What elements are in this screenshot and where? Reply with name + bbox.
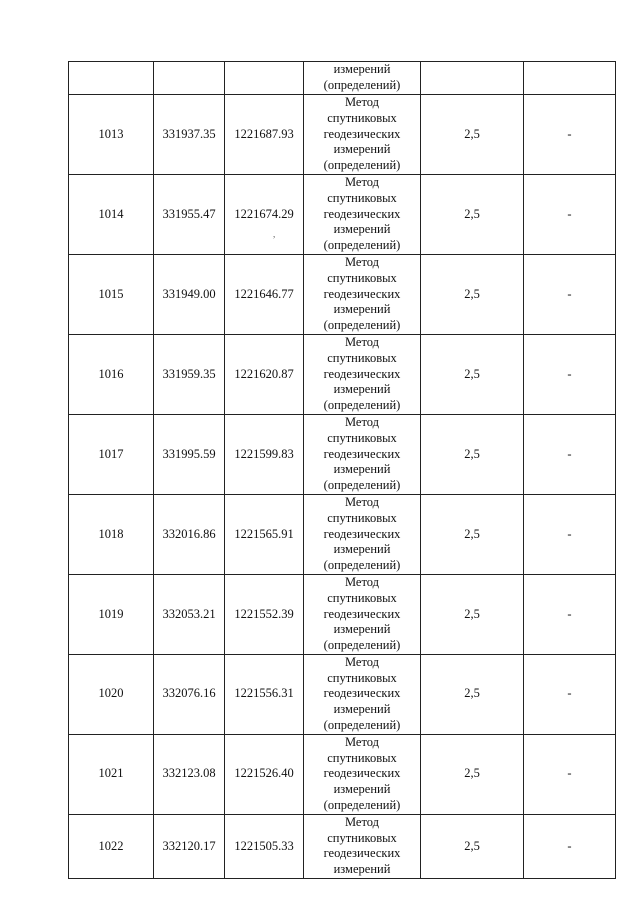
point-cell: 1015: [69, 254, 154, 334]
note-cell: -: [524, 254, 616, 334]
coordinates-table: [68, 61, 616, 879]
accuracy-cell: 2,5: [421, 814, 524, 878]
method-cell: [304, 174, 421, 254]
accuracy-cell: [421, 62, 524, 95]
table-row: [69, 654, 616, 734]
x-coordinate-cell: 332123.08: [154, 734, 225, 814]
method-line: спутниковых: [327, 350, 397, 365]
y-coordinate-cell: 1221687.93: [225, 95, 304, 175]
point-cell: 1013: [69, 95, 154, 175]
method-line: спутниковых: [327, 590, 397, 605]
method-line: (определений): [323, 478, 401, 493]
accuracy-cell: 2,5: [421, 654, 524, 734]
note-cell: [524, 62, 616, 95]
method-line: Метод: [344, 494, 380, 509]
table-row: [69, 414, 616, 494]
note-cell: -: [524, 734, 616, 814]
note-cell: -: [524, 414, 616, 494]
method-line: геодезических: [323, 606, 401, 621]
method-line: геодезических: [323, 526, 401, 541]
x-coordinate-cell: 332120.17: [154, 814, 225, 878]
method-line: геодезических: [323, 126, 401, 141]
point-cell: [69, 62, 154, 95]
scan-mark: ,: [273, 229, 276, 239]
method-line: Метод: [344, 734, 380, 749]
method-line: измерений: [333, 222, 391, 237]
table-row: [69, 95, 616, 175]
method-line: спутниковых: [327, 750, 397, 765]
method-line: Метод: [344, 414, 380, 429]
method-line: измерений: [333, 622, 391, 637]
x-coordinate-cell: 332076.16: [154, 654, 225, 734]
method-line: спутниковых: [327, 270, 397, 285]
method-line: спутниковых: [327, 510, 397, 525]
point-cell: 1019: [69, 574, 154, 654]
point-cell: 1021: [69, 734, 154, 814]
y-coordinate-cell: 1221505.33: [225, 814, 304, 878]
note-cell: -: [524, 574, 616, 654]
method-line: Метод: [344, 334, 380, 349]
y-coordinate-cell: 1221565.91: [225, 494, 304, 574]
method-line: Метод: [344, 254, 380, 269]
method-line: Метод: [344, 654, 380, 669]
method-line: Метод: [344, 174, 380, 189]
method-cell: [304, 574, 421, 654]
method-line: измерений: [333, 862, 391, 877]
method-line: (определений): [323, 318, 401, 333]
y-coordinate-cell: 1221526.40: [225, 734, 304, 814]
method-line: (определений): [323, 398, 401, 413]
method-cell: [304, 654, 421, 734]
method-line: Метод: [344, 814, 380, 829]
accuracy-cell: 2,5: [421, 254, 524, 334]
y-coordinate-cell: 1221556.31: [225, 654, 304, 734]
accuracy-cell: 2,5: [421, 574, 524, 654]
table-row: [69, 334, 616, 414]
x-coordinate-cell: 332053.21: [154, 574, 225, 654]
method-line: измерений: [333, 462, 391, 477]
method-cell: [304, 334, 421, 414]
accuracy-cell: 2,5: [421, 414, 524, 494]
method-line: (определений): [323, 638, 401, 653]
point-cell: 1017: [69, 414, 154, 494]
method-cell: [304, 254, 421, 334]
x-coordinate-cell: 331955.47: [154, 174, 225, 254]
note-cell: -: [524, 654, 616, 734]
method-line: (определений): [323, 238, 401, 253]
point-cell: 1022: [69, 814, 154, 878]
note-cell: -: [524, 95, 616, 175]
y-coordinate-cell: 1221646.77: [225, 254, 304, 334]
method-cell: [304, 814, 421, 878]
method-line: спутниковых: [327, 110, 397, 125]
table-row-continuation: [69, 62, 616, 95]
method-cell: [304, 62, 421, 95]
method-line: геодезических: [323, 446, 401, 461]
method-line: спутниковых: [327, 190, 397, 205]
y-coordinate-cell: 1221674.29: [225, 174, 304, 254]
method-line: спутниковых: [327, 430, 397, 445]
method-line: геодезических: [323, 206, 401, 221]
accuracy-cell: 2,5: [421, 334, 524, 414]
table-row: [69, 174, 616, 254]
table-row: [69, 254, 616, 334]
accuracy-cell: 2,5: [421, 734, 524, 814]
method-line: геодезических: [323, 846, 401, 861]
x-coordinate-cell: 331949.00: [154, 254, 225, 334]
method-line: (определений): [323, 798, 401, 813]
note-cell: -: [524, 174, 616, 254]
table-row: [69, 734, 616, 814]
method-line: измерений: [333, 782, 391, 797]
point-cell: 1020: [69, 654, 154, 734]
y-coordinate-cell: [225, 62, 304, 95]
point-cell: 1016: [69, 334, 154, 414]
method-line: (определений): [323, 558, 401, 573]
method-line: (определений): [323, 78, 401, 92]
method-line: (определений): [323, 718, 401, 733]
method-line: измерений: [333, 382, 391, 397]
method-cell: [304, 414, 421, 494]
x-coordinate-cell: 331959.35: [154, 334, 225, 414]
x-coordinate-cell: 332016.86: [154, 494, 225, 574]
method-line: спутниковых: [327, 830, 397, 845]
accuracy-cell: 2,5: [421, 494, 524, 574]
point-cell: 1014: [69, 174, 154, 254]
x-coordinate-cell: 331995.59: [154, 414, 225, 494]
accuracy-cell: 2,5: [421, 95, 524, 175]
method-line: измерений: [333, 302, 391, 317]
y-coordinate-cell: 1221599.83: [225, 414, 304, 494]
method-line: спутниковых: [327, 670, 397, 685]
method-line: Метод: [344, 95, 380, 109]
table-row: [69, 814, 616, 878]
note-cell: -: [524, 814, 616, 878]
method-line: (определений): [323, 158, 401, 173]
note-cell: -: [524, 334, 616, 414]
table-row: [69, 494, 616, 574]
method-line: геодезических: [323, 286, 401, 301]
y-coordinate-cell: 1221620.87: [225, 334, 304, 414]
method-cell: [304, 734, 421, 814]
x-coordinate-cell: [154, 62, 225, 95]
method-line: измерений: [333, 542, 391, 557]
method-line: измерений: [333, 62, 391, 77]
method-line: измерений: [333, 142, 391, 157]
x-coordinate-cell: 331937.35: [154, 95, 225, 175]
method-line: Метод: [344, 574, 380, 589]
method-line: геодезических: [323, 686, 401, 701]
accuracy-cell: 2,5: [421, 174, 524, 254]
y-coordinate-cell: 1221552.39: [225, 574, 304, 654]
method-cell: [304, 95, 421, 175]
point-cell: 1018: [69, 494, 154, 574]
table-row: [69, 574, 616, 654]
method-line: геодезических: [323, 766, 401, 781]
note-cell: -: [524, 494, 616, 574]
method-line: геодезических: [323, 366, 401, 381]
method-cell: [304, 494, 421, 574]
method-line: измерений: [333, 702, 391, 717]
